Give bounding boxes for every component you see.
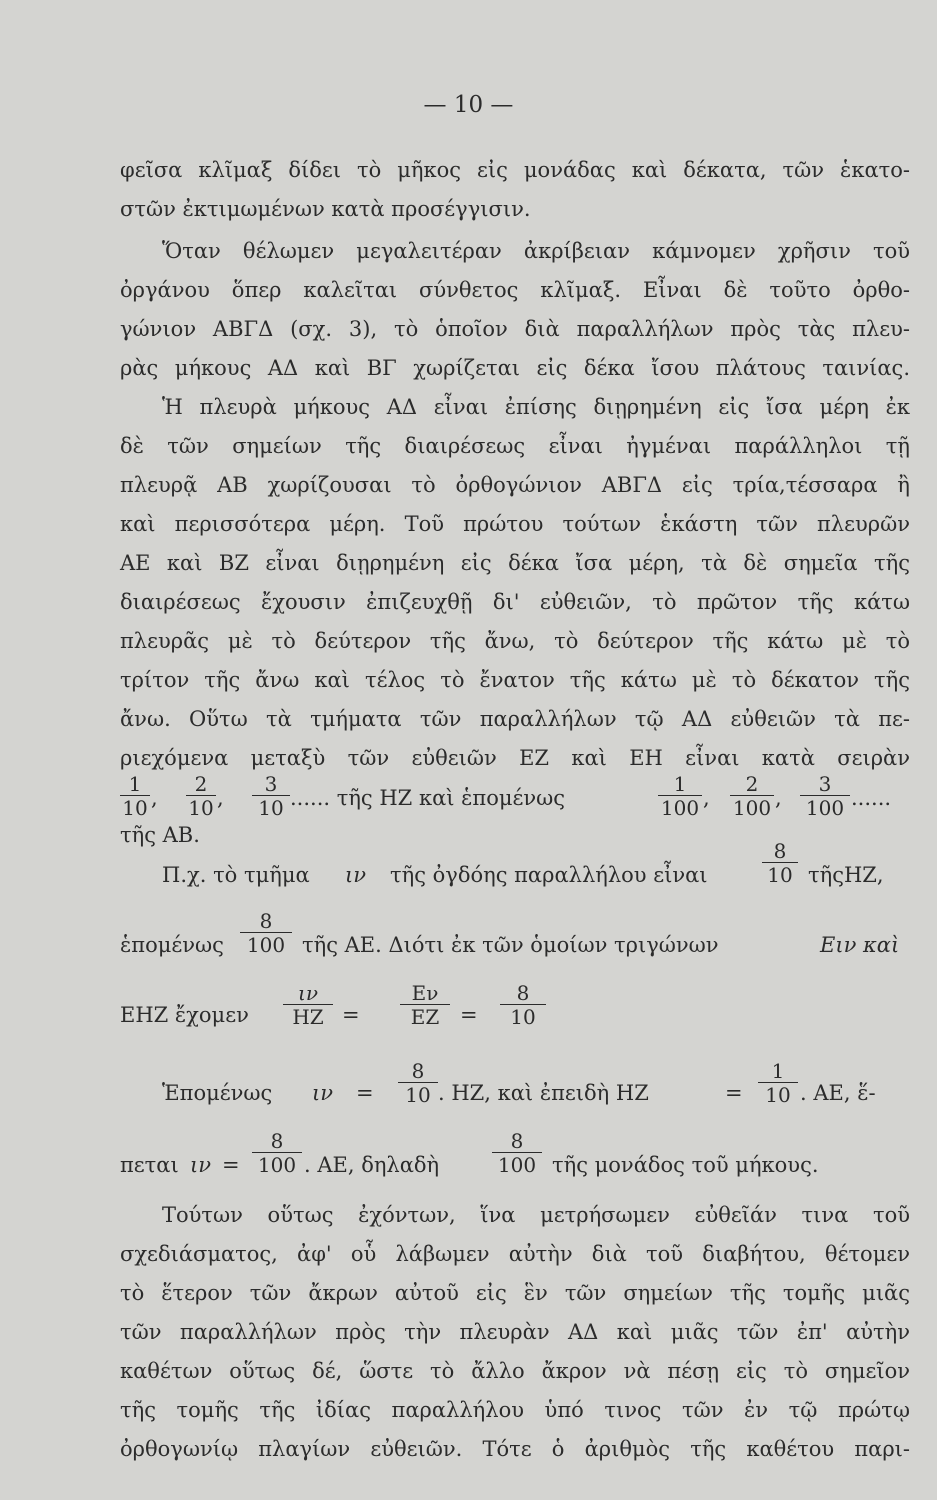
- text-line: καὶ περισσότερα μέρη. Τοῦ πρώτου τούτων ἑκάστη τῶν πλευρῶν: [120, 512, 910, 536]
- text-line: ρὰς μήκους ΑΔ καὶ ΒΓ χωρίζεται εἰς δέκα ἴσου πλάτους ταινίας.: [120, 356, 910, 380]
- math-text: . ΑΕ, ἕ-: [800, 1081, 876, 1105]
- text-line: τῆς τομῆς τῆς ἰδίας παραλλήλου ὑπό τινος τῶν ἐν τῷ πρώτῳ: [120, 1398, 910, 1422]
- math-text: ......: [851, 786, 892, 810]
- text-line: πλευρᾶς μὲ τὸ δεύτερον τῆς ἄνω, τὸ δεύτερον τῆς κάτω μὲ τὸ: [120, 629, 910, 653]
- text-line: τρίτον τῆς ἄνω καὶ τέλος τὸ ἔνατον τῆς κάτω μὲ τὸ δέκατον τῆς: [120, 668, 910, 692]
- equals: =: [342, 1003, 360, 1027]
- fraction: 8 10: [500, 982, 546, 1029]
- math-text: τῆς μονάδος τοῦ μήκους.: [552, 1153, 819, 1177]
- math-text: . ΑΕ, δηλαδὴ: [304, 1153, 440, 1177]
- math-text: τῆς ὀγδόης παραλλήλου εἶναι: [390, 863, 708, 887]
- text-line: ὀργάνου ὅπερ καλεῖται σύνθετος κλῖμαξ. Εἶναι δὲ τοῦτο ὀρθο-: [120, 278, 910, 302]
- math-text: . ΗΖ, καὶ ἐπειδὴ ΗΖ: [438, 1081, 649, 1105]
- text-line: ἄνω. Οὕτω τὰ τμήματα τῶν παραλλήλων τῷ ΑΔ εὐθειῶν τὰ πε-: [120, 707, 910, 731]
- math-text: Ειν καὶ: [820, 933, 900, 957]
- math-text: ἑπομένως: [120, 933, 224, 957]
- text-line: ΑΕ καὶ ΒΖ εἶναι διῃρημένη εἰς δέκα ἴσα μέρη, τὰ δὲ σημεῖα τῆς: [120, 551, 910, 575]
- fraction: 8 100: [492, 1130, 542, 1177]
- fraction: 2 10: [186, 773, 216, 820]
- fraction: Εν ΕΖ: [400, 982, 450, 1029]
- math-text: Π.χ. τὸ τμῆμα: [162, 863, 310, 887]
- text-line: Τούτων οὕτως ἐχόντων, ἵνα μετρήσωμεν εὐθεῖάν τινα τοῦ: [162, 1203, 910, 1227]
- math-var: ιν: [312, 1081, 333, 1105]
- fraction: 3 10: [252, 773, 290, 820]
- math-text: τῆς ΑΒ.: [120, 823, 200, 847]
- math-text: Ἑπομένως: [162, 1081, 273, 1105]
- fraction: 3 100: [800, 773, 850, 820]
- text-line: πλευρᾷ ΑΒ χωρίζουσαι τὸ ὀρθογώνιον ΑΒΓΔ εἰς τρία,τέσσαρα ἢ: [120, 473, 910, 497]
- fraction: 8 10: [762, 840, 798, 887]
- text-line: γώνιον ΑΒΓΔ (σχ. 3), τὸ ὁποῖον διὰ παραλλήλων πρὸς τὰς πλευ-: [120, 317, 910, 341]
- comma: ,: [775, 786, 782, 810]
- comma: ,: [151, 786, 158, 810]
- text-line: φεῖσα κλῖμαξ δίδει τὸ μῆκος εἰς μονάδας καὶ δέκατα, τῶν ἑκατο-: [120, 158, 910, 182]
- math-text: ΕΗΖ ἔχομεν: [120, 1003, 249, 1027]
- comma: ,: [703, 786, 710, 810]
- fraction: 8 100: [240, 910, 292, 957]
- text-line: στῶν ἐκτιμωμένων κατὰ προσέγγισιν.: [120, 197, 531, 221]
- text-line: δὲ τῶν σημείων τῆς διαιρέσεως εἶναι ἠγμέναι παράλληλοι τῇ: [120, 434, 910, 458]
- fraction: 1 10: [758, 1060, 798, 1107]
- fraction: 8 100: [252, 1130, 302, 1177]
- equals: =: [222, 1153, 240, 1177]
- text-line: τῶν παραλλήλων πρὸς τὴν πλευρὰν ΑΔ καὶ μιᾶς τῶν ἐπ' αὐτὴν: [120, 1320, 910, 1344]
- fraction: 8 10: [398, 1060, 438, 1107]
- math-var: ιν: [190, 1153, 211, 1177]
- fraction: ιν ΗΖ: [283, 982, 333, 1029]
- page-number: — 10 —: [423, 92, 514, 118]
- math-text: πεται: [120, 1153, 179, 1177]
- text-line: Ὅταν θέλωμεν μεγαλειτέραν ἀκρίβειαν κάμνομεν χρῆσιν τοῦ: [162, 239, 910, 263]
- fraction: 2 100: [730, 773, 774, 820]
- math-text: ...... τῆς ΗΖ καὶ ἑπομένως: [290, 786, 566, 810]
- equals: =: [356, 1081, 374, 1105]
- math-var: ιν: [345, 863, 366, 887]
- text-line: τὸ ἕτερον τῶν ἄκρων αὐτοῦ εἰς ἓν τῶν σημείων τῆς τομῆς μιᾶς: [120, 1281, 910, 1305]
- text-line: Ἡ πλευρὰ μήκους ΑΔ εἶναι ἐπίσης διῃρημένη εἰς ἴσα μέρη ἐκ: [162, 395, 910, 419]
- text-line: καθέτων οὕτως δέ, ὥστε τὸ ἄλλο ἄκρον νὰ πέσῃ εἰς τὸ σημεῖον: [120, 1359, 910, 1383]
- text-line: ριεχόμενα μεταξὺ τῶν εὐθειῶν ΕΖ καὶ ΕΗ εἶναι κατὰ σειρὰν: [120, 746, 910, 770]
- equals: =: [725, 1081, 743, 1105]
- math-text: τῆς ΑΕ. Διότι ἐκ τῶν ὁμοίων τριγώνων: [302, 933, 719, 957]
- comma: ,: [217, 786, 224, 810]
- text-line: διαιρέσεως ἔχουσιν ἐπιζευχθῇ δι' εὐθειῶν, τὸ πρῶτον τῆς κάτω: [120, 590, 910, 614]
- text-line: ὀρθογωνίῳ πλαγίων εὐθειῶν. Τότε ὁ ἀριθμὸς τῆς καθέτου παρι-: [120, 1437, 910, 1461]
- equals: =: [460, 1003, 478, 1027]
- text-line: σχεδιάσματος, ἀφ' οὗ λάβωμεν αὐτὴν διὰ τοῦ διαβήτου, θέτομεν: [120, 1242, 910, 1266]
- fraction: 1 100: [658, 773, 702, 820]
- fraction: 1 10: [120, 773, 150, 820]
- math-text: τῆςΗΖ,: [808, 863, 884, 887]
